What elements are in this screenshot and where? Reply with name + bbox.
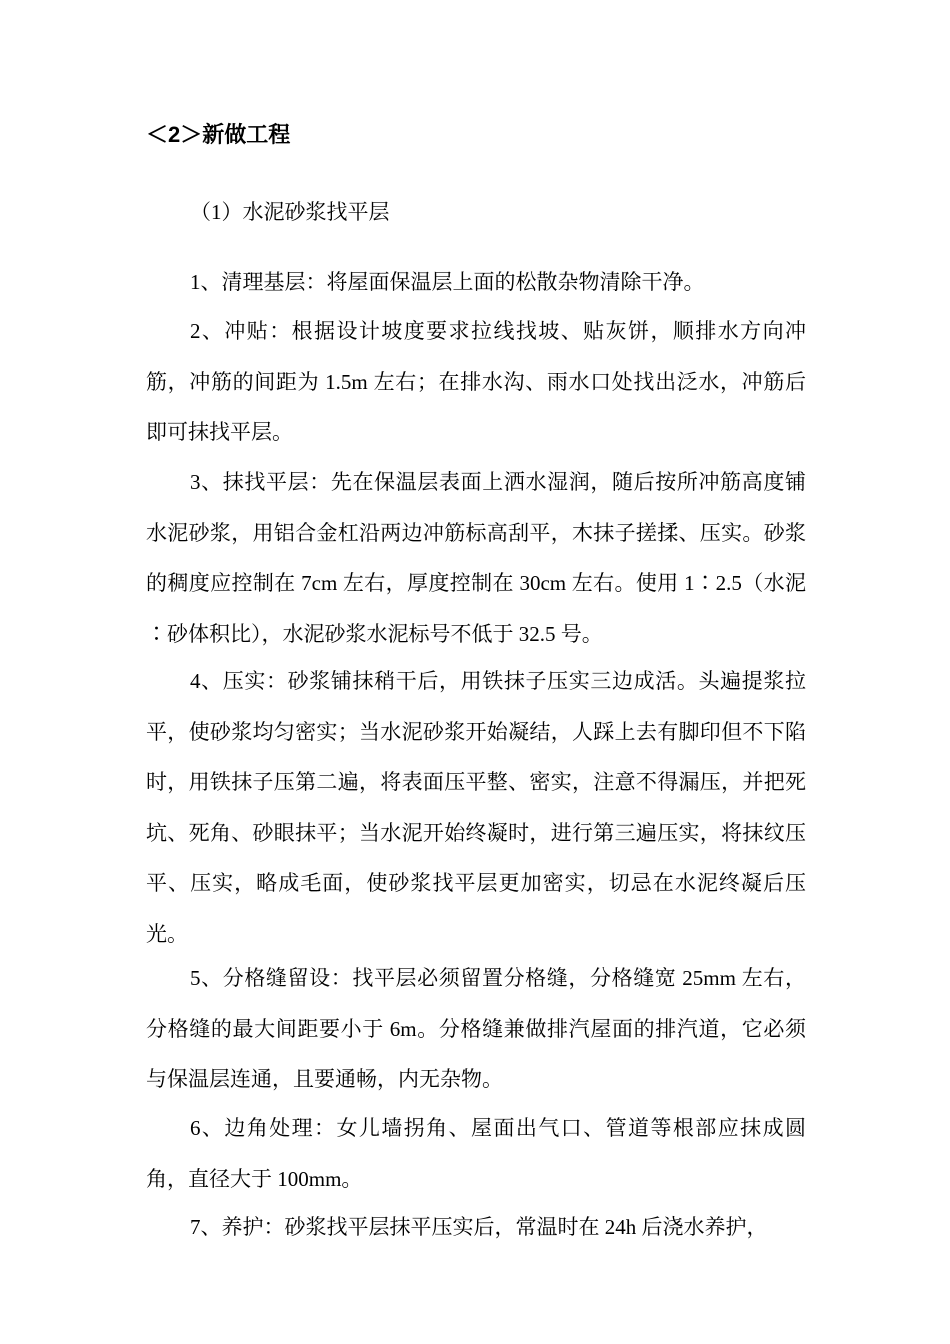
paragraph-step-1: 1、清理基层：将屋面保温层上面的松散杂物清除干净。 [190, 270, 705, 294]
paragraph-step-6: 6、边角处理：女儿墙拐角、屋面出气口、管道等根部应抹成圆角，直径大于 100mm。 [146, 1116, 806, 1191]
paragraph-step-5: 5、分格缝留设：找平层必须留置分格缝，分格缝宽 25mm 左右，分格缝的最大间距要小于 6m。分格缝兼做排汽屋面的排汽道，它必须与保温层连通，且要通畅，内无杂物。 [146, 966, 806, 1091]
paragraph-step-3: 3、抹找平层：先在保温层表面上洒水湿润，随后按所冲筋高度铺水泥砂浆，用铝合金杠沿两边冲筋标高刮平，木抹子搓揉、压实。砂浆的稠度应控制在 7cm 左右，厚度控制在 30cm 左右。使用 1∶2.5（水泥∶砂体积比），水泥砂浆水泥标号不低于 32.5 号。 [146, 470, 806, 646]
subsection-heading: （1）水泥砂浆找平层 [190, 200, 390, 224]
paragraph-step-4: 4、压实：砂浆铺抹稍干后，用铁抹子压实三边成活。头遍提浆拉平，使砂浆均匀密实；当水泥砂浆开始凝结，人踩上去有脚印但不下陷时，用铁抹子压第二遍，将表面压平整、密实，注意不得漏压，并把死坑、死角、砂眼抹平；当水泥开始终凝时，进行第三遍压实，将抹纹压平、压实，略成毛面，使砂浆找平层更加密实，切忌在水泥终凝后压光。 [146, 669, 806, 946]
paragraph-step-7: 7、养护：砂浆找平层抹平压实后，常温时在 24h 后浇水养护， [190, 1215, 768, 1239]
section-heading: ＜2＞新做工程 [146, 122, 291, 147]
paragraph-step-2: 2、冲贴：根据设计坡度要求拉线找坡、贴灰饼，顺排水方向冲筋，冲筋的间距为 1.5m 左右；在排水沟、雨水口处找出泛水，冲筋后即可抹找平层。 [146, 319, 806, 444]
